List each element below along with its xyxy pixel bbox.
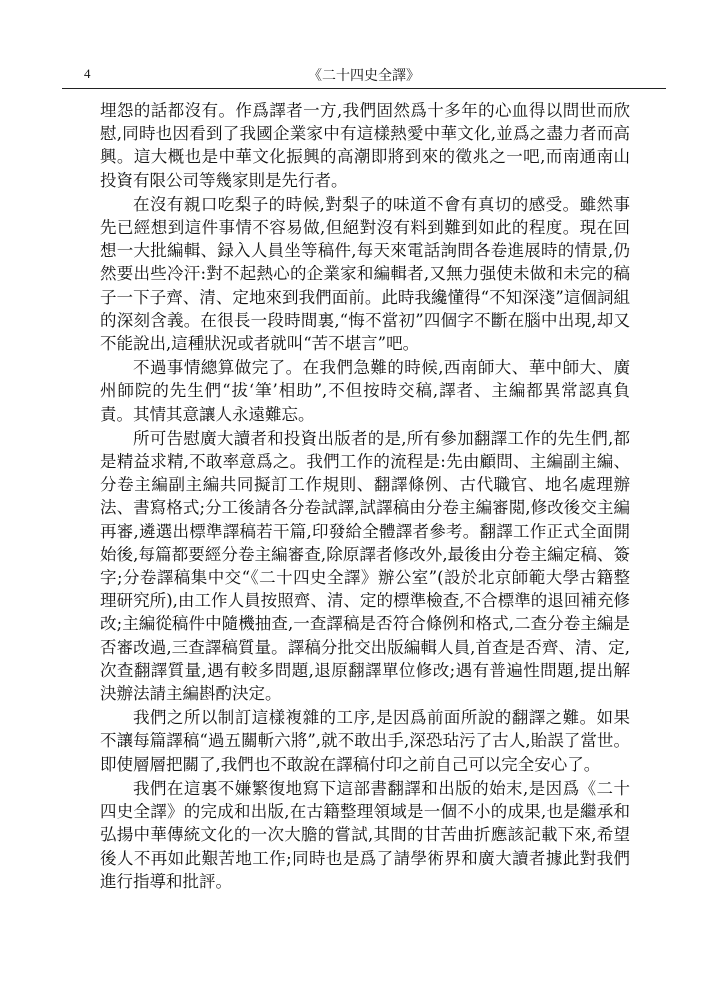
body-text	[100, 99, 630, 894]
page-header	[62, 64, 666, 86]
header-rule	[62, 88, 666, 89]
paragraph: 我們在這裏不嫌繁復地寫下這部書翻譯和出版的始末,是因爲《二十四史全譯》的完成和出版,在古籍整理領域是一個不小的成果,也是繼承和弘揚中華傳統文化的一次大膽的嘗試,其間的甘苦曲折應該記載下來,希望後人不再如此艱苦地工作;同時也是爲了請學術界和廣大讀者據此對我們進行指導和批評。	[100, 778, 630, 891]
running-title: 《二十四史全譯》	[308, 68, 420, 84]
paragraph: 埋怨的話都沒有。作爲譯者一方,我們固然爲十多年的心血得以問世而欣慰,同時也因看到了我國企業家中有這樣熱愛中華文化,並爲之盡力者而高興。這大概也是中華文化振興的高潮即將到來的徵兆之一吧,而南通南山投資有限公司等幾家則是先行者。	[100, 101, 630, 190]
paragraph: 我們之所以制訂這樣複雜的工序,是因爲前面所說的翻譯之難。如果不讓每篇譯稿“過五關斬六將”,就不敢出手,深恐玷污了古人,貽誤了當世。即使層層把關了,我們也不敢說在譯稿付印之前自己可以完全安心了。	[100, 708, 630, 774]
page-number: 4	[84, 66, 91, 81]
paragraph: 所可告慰廣大讀者和投資出版者的是,所有參加翻譯工作的先生們,都是精益求精,不敢率意爲之。我們工作的流程是:先由顧問、主編副主編、分卷主編副主編共同擬訂工作規則、翻譯條例、古代職官、地名處理辦法、書寫格式;分工後請各分卷試譯,試譯稿由分卷主編審閲,修改後交主編再審,遴選出標準譯稿若干篇,印發給全體譯者參考。翻譯工作正式全面開始後,每篇都要經分卷主編審查,除原譯者修改外,最後由分卷主編定稿、簽字;分卷譯稿集中交“《二十四史全譯》辦公室”(設於北京師範大學古籍整理研究所),由工作人員按照齊、清、定的標準檢查,不合標準的退回補充修改;主編從稿件中隨機抽查,一查譯稿是否符合條例和格式,二查分卷主編是否審改過,三查譯稿質量。譯稿分批交出版編輯人員,首查是否齊、清、定,次查翻譯質量,遇有較多問題,退原翻譯單位修改;遇有普遍性問題,提出解決辦法請主編斟酌決定。	[100, 428, 630, 704]
paragraph: 不過事情總算做完了。在我們急難的時候,西南師大、華中師大、廣州師院的先生們“拔‘筆’相助”,不但按時交稿,譯者、主編都異常認真負責。其情其意讓人永遠難忘。	[100, 358, 630, 424]
paragraph: 在沒有親口吃梨子的時候,對梨子的味道不會有真切的感受。雖然事先已經想到這件事情不容易做,但絕對沒有料到難到如此的程度。現在回想一大批編輯、録入人員坐等稿件,每天來電話詢問各卷進展時的情景,仍然要出些冷汗:對不起熱心的企業家和編輯者,又無力强使未做和未完的稿子一下子齊、清、定地來到我們面前。此時我纔懂得“不知深淺”這個詞組的深刻含義。在很長一段時間裏,“悔不當初”四個字不斷在腦中出現,却又不能說出,這種狀況或者就叫“苦不堪言”吧。	[100, 194, 630, 354]
